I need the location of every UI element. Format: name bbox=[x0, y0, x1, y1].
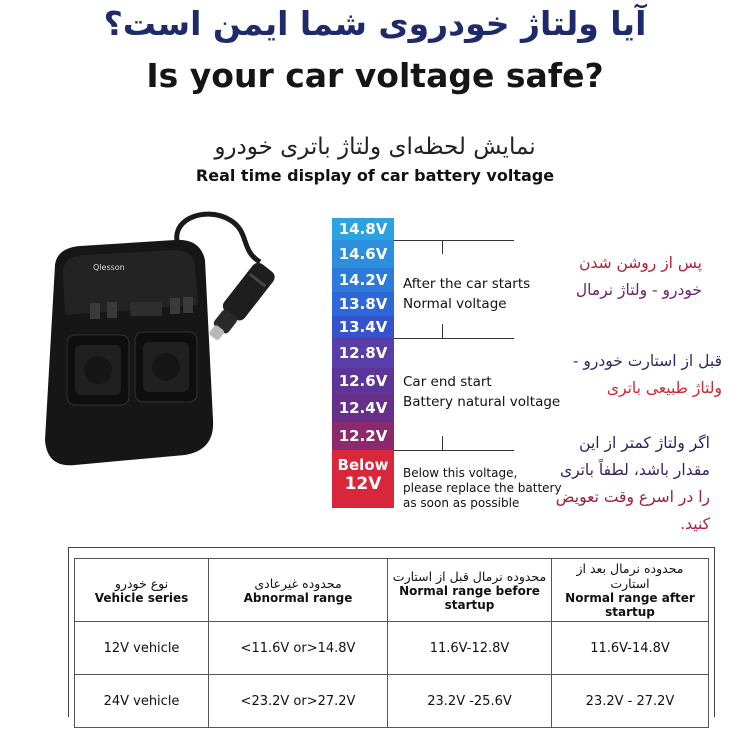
level-label: 14.8V bbox=[338, 220, 388, 238]
cell: 11.6V-12.8V bbox=[388, 622, 552, 675]
note-below-line4: کنید. bbox=[680, 515, 710, 534]
level-12-8 bbox=[332, 338, 394, 368]
divider-line bbox=[394, 450, 514, 451]
cell: <23.2V or>27.2V bbox=[209, 675, 388, 728]
below-line3: as soon as possible bbox=[403, 496, 520, 510]
level-12-2 bbox=[332, 422, 394, 450]
cell: 12V vehicle bbox=[75, 622, 209, 675]
level-below-12 bbox=[332, 450, 394, 508]
header-vehicle-series bbox=[75, 559, 209, 622]
cell: 24V vehicle bbox=[75, 675, 209, 728]
level-12-4 bbox=[332, 394, 394, 422]
header-fa: محدوده نرمال قبل از استارت bbox=[392, 568, 547, 584]
note-below bbox=[530, 430, 710, 539]
note-below-line1: اگر ولتاژ کمتر از این bbox=[579, 434, 710, 452]
note-after-line2: خودرو - ولتاژ نرمال bbox=[575, 281, 702, 300]
after-start-line1: After the car starts bbox=[403, 276, 531, 292]
table-row bbox=[75, 622, 709, 675]
header-en: Abnormal range bbox=[243, 590, 353, 605]
below-line1: Below this voltage, bbox=[403, 466, 518, 480]
title-persian: آیا ولتاژ خودروی شما ایمن است؟ bbox=[103, 4, 647, 43]
header-en: Vehicle series bbox=[94, 590, 189, 605]
after-start-line2: Normal voltage bbox=[403, 296, 507, 313]
subtitle-english: Real time display of car battery voltage bbox=[195, 166, 555, 185]
level-label: 12.8V bbox=[338, 344, 388, 362]
header-after-startup bbox=[552, 559, 709, 622]
table-row bbox=[75, 675, 709, 728]
table-frame-right bbox=[714, 547, 715, 717]
header-en: Normal range after startup bbox=[565, 591, 695, 619]
level-12-6 bbox=[332, 368, 394, 394]
header-fa: نوع خودرو bbox=[114, 575, 169, 591]
level-label: 12.4V bbox=[338, 399, 388, 417]
end-start-line2: Battery natural voltage bbox=[403, 394, 561, 411]
note-after-line1: پس از روشن شدن bbox=[579, 254, 702, 272]
note-before-line2: ولتاژ طبیعی باتری bbox=[606, 379, 722, 398]
cell: 23.2V -25.6V bbox=[388, 675, 552, 728]
level-label: 13.8V bbox=[338, 295, 388, 313]
header-fa: محدوده نرمال بعد از استارت bbox=[576, 561, 684, 591]
divider-tick bbox=[442, 436, 443, 450]
header-abnormal-range bbox=[209, 559, 388, 622]
divider-line bbox=[394, 338, 514, 339]
note-before-line1: قبل از استارت خودرو - bbox=[572, 352, 722, 370]
level-label-line2: 12V bbox=[344, 474, 382, 494]
voltage-range-table bbox=[74, 558, 709, 728]
below-line2: please replace the battery bbox=[403, 481, 562, 495]
device-brand: Qlesson bbox=[93, 263, 125, 272]
table-header-row bbox=[75, 559, 709, 622]
level-13-8 bbox=[332, 292, 394, 316]
level-13-4 bbox=[332, 316, 394, 338]
note-below-line3: را در اسرع وقت تعویض bbox=[555, 488, 710, 507]
divider-line bbox=[394, 240, 514, 241]
title-english: Is your car voltage safe? bbox=[146, 56, 604, 95]
table-frame-top bbox=[68, 547, 715, 548]
level-label: 14.2V bbox=[338, 271, 388, 289]
note-below-line2: مقدار باشد، لطفاً باتری bbox=[559, 461, 710, 480]
level-label: 14.6V bbox=[338, 245, 388, 263]
header-en: Normal range before startup bbox=[399, 583, 540, 612]
level-14-8 bbox=[332, 218, 394, 240]
divider-tick bbox=[442, 324, 443, 338]
divider-tick bbox=[442, 240, 443, 254]
level-label: 13.4V bbox=[338, 318, 388, 336]
level-14-2 bbox=[332, 268, 394, 292]
subtitle-persian: نمایش لحظه‌ای ولتاژ باتری خودرو bbox=[214, 134, 536, 160]
cell: <11.6V or>14.8V bbox=[209, 622, 388, 675]
end-start-line1: Car end start bbox=[403, 374, 492, 390]
cell: 23.2V - 27.2V bbox=[552, 675, 709, 728]
after-start-label bbox=[403, 274, 530, 315]
table-frame-left bbox=[68, 547, 69, 717]
note-after-start bbox=[522, 250, 702, 304]
level-label: 12.6V bbox=[338, 372, 388, 390]
header-before-startup bbox=[388, 559, 552, 622]
note-before-start bbox=[522, 348, 722, 402]
car-inverter-image bbox=[35, 210, 345, 480]
header-fa: محدوده غیرعادی bbox=[254, 575, 342, 591]
level-14-6 bbox=[332, 240, 394, 268]
level-label-line1: Below bbox=[337, 456, 389, 474]
level-label: 12.2V bbox=[338, 427, 388, 445]
cell: 11.6V-14.8V bbox=[552, 622, 709, 675]
